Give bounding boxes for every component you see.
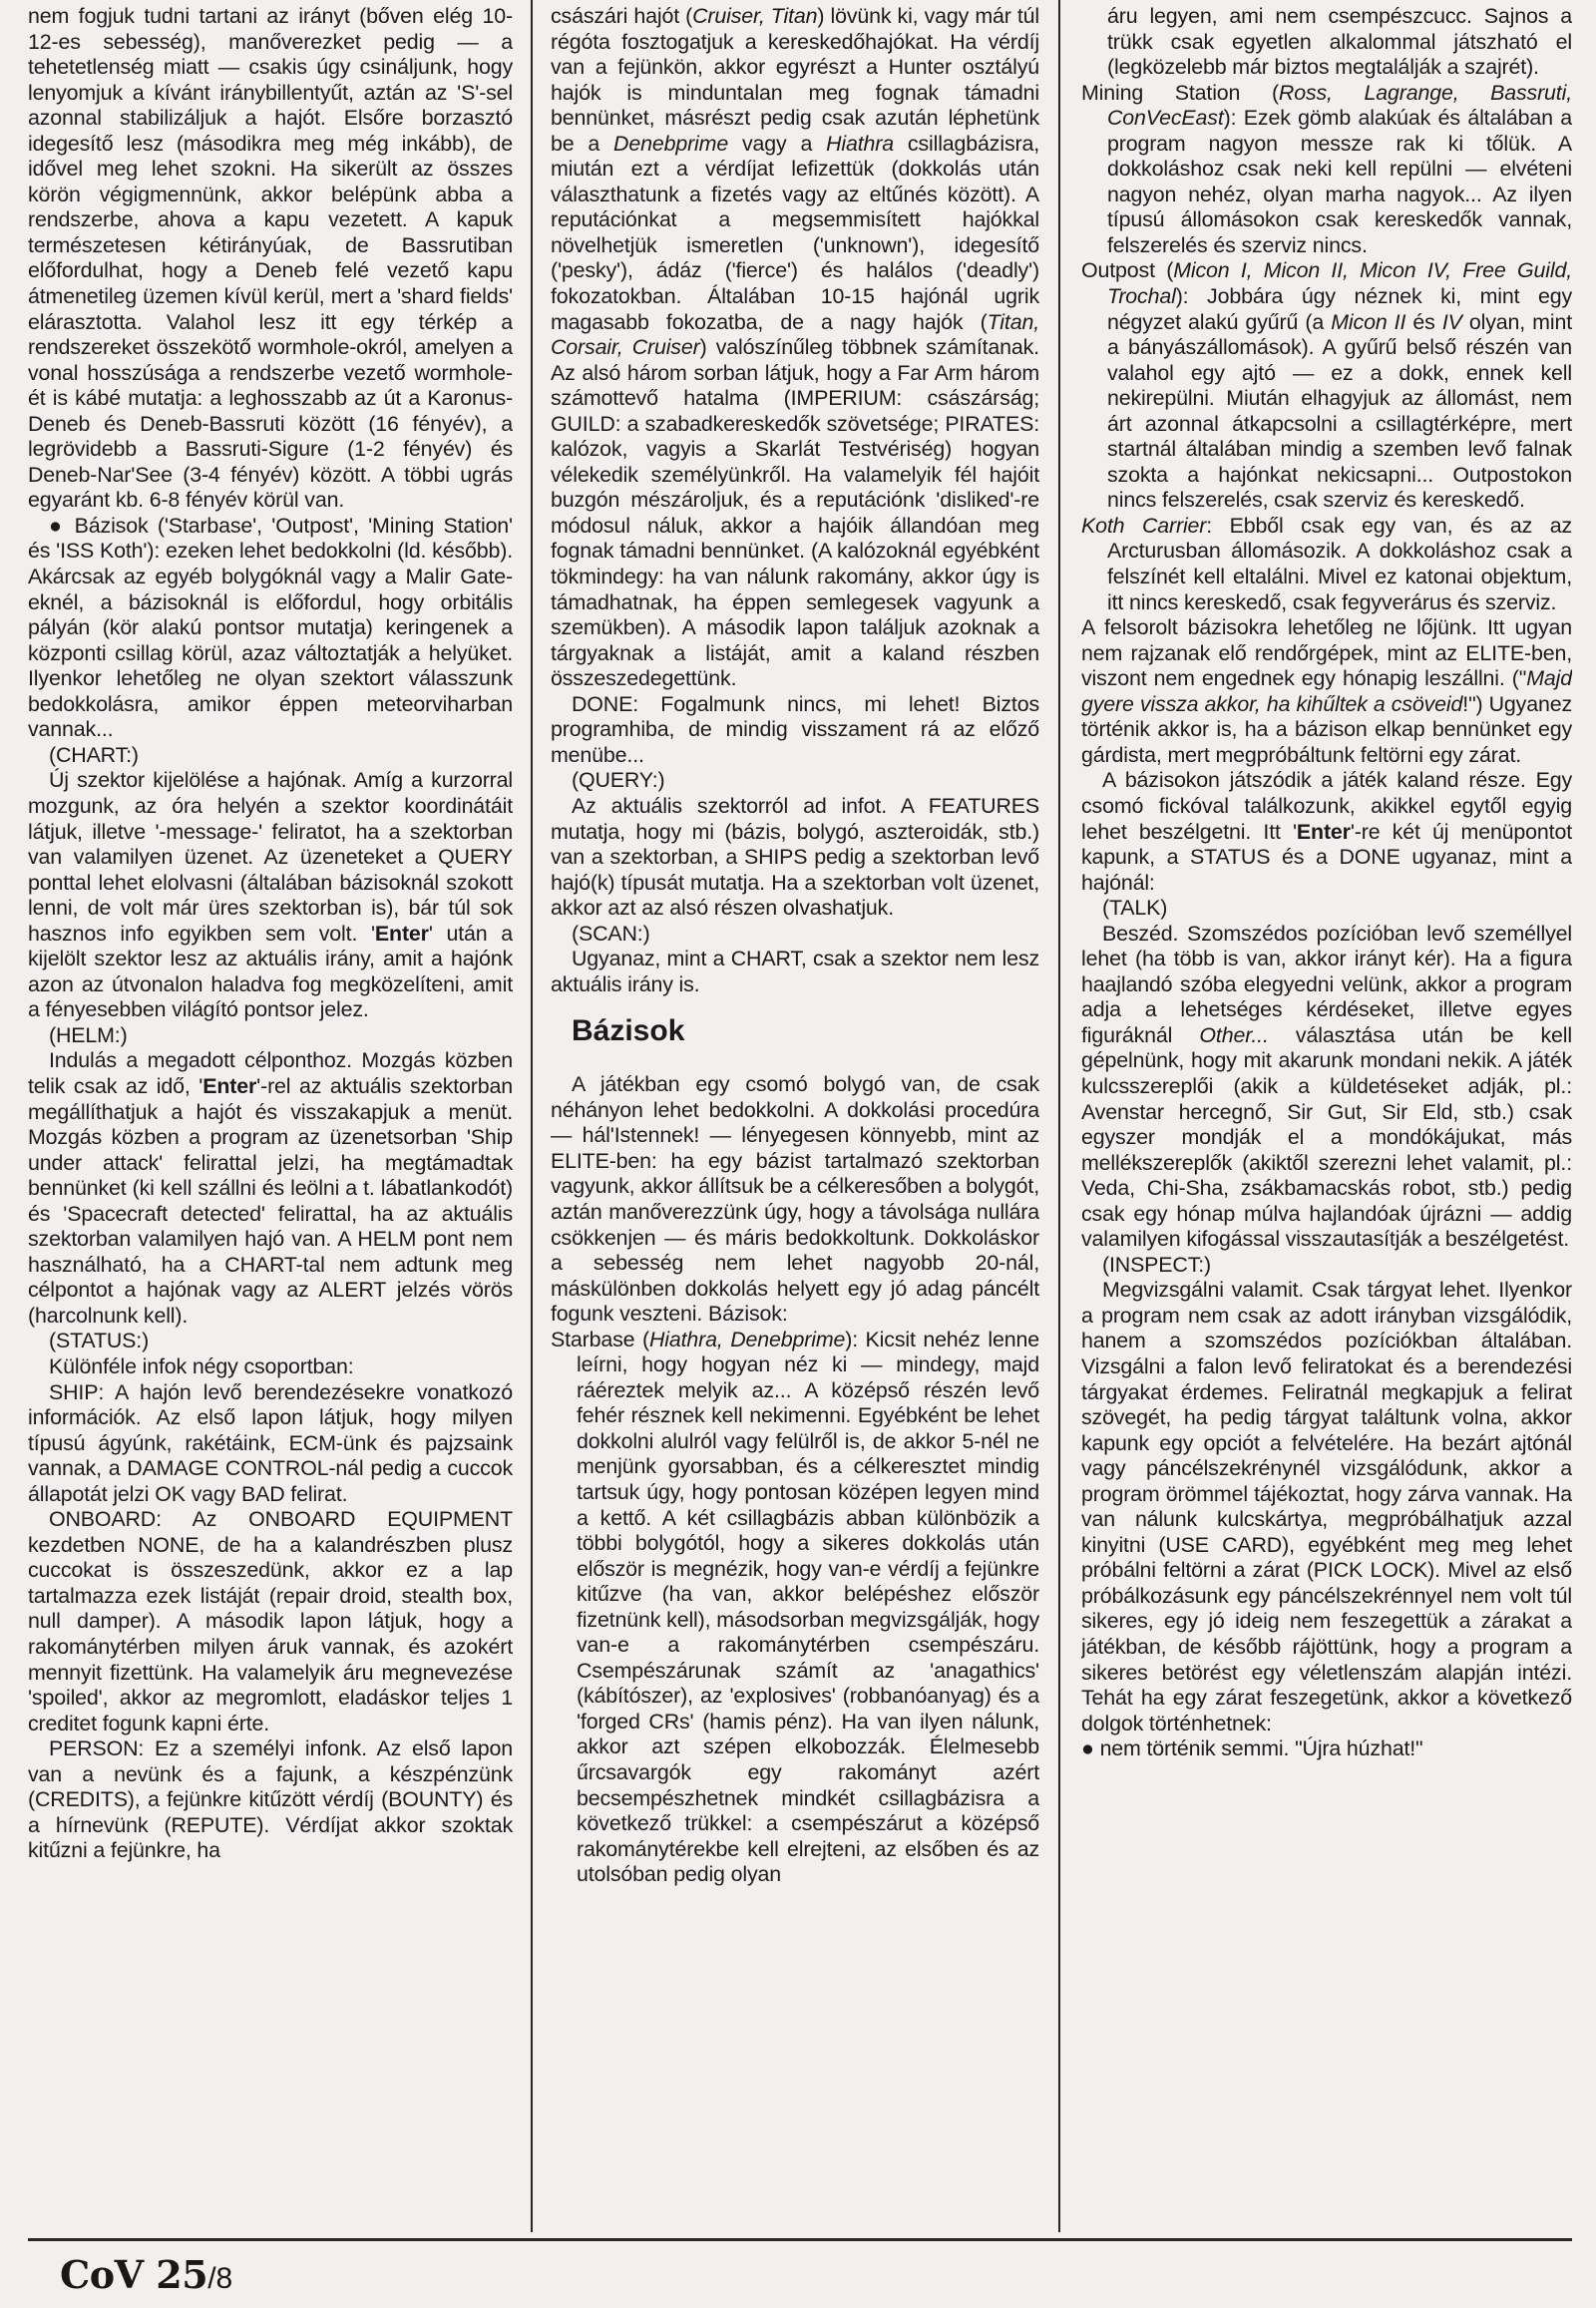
paragraph (28, 743, 513, 769)
bold-text: Enter (374, 921, 429, 946)
column-right (1081, 4, 1572, 2234)
page-footer (60, 2252, 232, 2296)
paragraph (551, 1072, 1039, 1327)
paragraph (551, 692, 1039, 769)
text-run: A felsorolt bázisokra lehetőleg ne lőjünk. Itt ugyan nem rajzanak elő rendőrgépek, mint az ELITE-ben, viszont nem engednek egy hónapig leszállni. (" (1081, 615, 1572, 691)
paragraph (28, 1507, 513, 1736)
text-run: Starbase ( (551, 1327, 649, 1351)
text-run: Indulás a megadott célponthoz. Mozgás közben telik csak az idő, ' (28, 1048, 513, 1098)
paragraph (551, 794, 1039, 922)
text-run: Különféle infok négy csoportban: (49, 1353, 354, 1378)
text-run: ): Jobbára úgy néznek ki, mint egy négyzet alakú gyűrű (a (1107, 284, 1572, 334)
text-run: áru legyen, ami nem csempészcucc. Sajnos a trükk csak egyetlen alkalommal játszható el (legközelebb már biztos megtalálják a szajrét). (1107, 4, 1572, 80)
paragraph (28, 4, 513, 514)
italic-text: Denebprime (613, 131, 729, 156)
italic-text: Other... (1199, 1022, 1269, 1047)
text-run: DONE: Fogalmunk nincs, mi lehet! Biztos programhiba, de mindig visszament rá az előző menübe... (551, 691, 1039, 767)
text-run: nem fogjuk tudni tartani az irányt (bőven elég 10-12-es sebesség), manőverezket pedig — a tehetetlenség miatt — csakis úgy csináljunk, hogy lenyomjuk a kívánt iránybillentyűt, aztán az 'S'-sel azonnal stabilizáljuk a hajót. Elsőre borzasztó idegesítő lesz (másodikra meg még inkább), de idővel meg lehet szokni. Ha sikerült az összes körön végigmennünk, akkor belépünk abba a rendszerbe, ahova a kapu vezetett. A kapuk természetesen kétirányúak, de Bassrutiban előfordulhat, hogy a Deneb felé vezető kapu átmenetileg üzemen kívül kerül, mert a 'shard fields' elárasztotta. Valahol lesz itt egy térkép a rendszereket összekötő wormhole-okról, amelyen a vonal hosszúsága a rendszerbe vezető wormhole-ét is kábé mutatja: a leghosszabb az út a Karonus-Deneb és Deneb-Bassruti között (16 fényév), a legrövidebb a Bassruti-Sigure (1-2 fényév) és Deneb-Nar'See (3-4 fényév) között. A többi ugrás egyaránt kb. 6-8 fényév körül van. (28, 4, 513, 513)
text-run: csillagbázisra, miután ezt a vérdíjat lefizettük (dokkolás után választhatunk a fizetés vagy az eltűnés között). A reputációnkat a megsemmisített hajókkal növelhetjük ismeretlen ('unknown'), idegesítő ('pesky'), ádáz ('fierce') és halálos ('deadly') fokozatokban. Általában 10-15 hajónál ugrik magasabb fokozatba, de a nagy hajók ( (551, 131, 1039, 334)
paragraph (28, 514, 513, 743)
text-run: '-rel az aktuális szektorban megállíthatjuk a hajót és visszakapjuk a menüt. Mozgás közben a program az üzenetsorban 'Ship under attack' felirattal jelzi, ha megtámadtak bennünket (ki kell szállni és leölni a t. lábatlankodót) és 'Spacecraft detected' felirattal, ha az aktuális szektorban valamilyen hajó van. A HELM pont nem használható, ha a CHART-tal nem adtunk meg célpontot a hajónak vagy az ALERT jelzés vörös (harcolnunk kell). (28, 1073, 513, 1328)
paragraph (1081, 1278, 1572, 1736)
italic-text: Cruiser, Titan (692, 4, 818, 28)
text-run: (SCAN:) (572, 921, 650, 946)
paragraph (1081, 896, 1572, 922)
text-run: A játékban egy csomó bolygó van, de csak néhányon lehet bedokkolni. A dokkolási procedúra — hál'Istennek! — lényegesen könnyebb, mint az ELITE-ben: ha egy bázist tartalmazó szektorban vagyunk, akkor állítsuk be a célkeresőben a bolygót, aztán manőverezzünk úgy, hogy a távolsága nullára csökkenjen — és máris bedokkoltunk. Dokkoláskor a sebesség nem lehet nagyobb 20-nál, máskülönben dokkolás helyett egy jó adag páncélt fogunk veszteni. Bázisok: (551, 1072, 1039, 1327)
text-run: Megvizsgálni valamit. Csak tárgyat lehet. Ilyenkor a program nem csak az adott irányban vizsgálódik, hanem a szomszédos pozíciókban általában. Vizsgálni a falon levő feliratokat és a berendezési tárgyakat érdemes. Feliratnál megkapjuk a felirat szövegét, ha pedig tárgyat találtunk volna, akkor kapunk egy opciót a felvételére. Ha bezárt ajtónál vagy páncélszekrénynél vizsgálódunk, akkor a program örömmel tájékoztat, hogy zárva vannak. Ha van nálunk kulcskártya, megpróbálhatjuk azzal kinyitni (USE CARD), egyébként meg meg lehet próbálni feltörni a zárat (PICK LOCK). Mivel az első próbálkozásunk egy páncélszekrénnyel nem volt túl sikeres, egy jó ideig nem feszegettük a zárakat a játékban, de később rájöttünk, hogy a program a sikeres betörést egy véletlenszám alapján intézi. Tehát ha egy zárat feszegetünk, akkor a következő dolgok történhetnek: (1081, 1278, 1572, 1735)
paragraph (28, 1329, 513, 1354)
base-entry (1081, 514, 1572, 615)
base-entry (1081, 258, 1572, 513)
page-number: /8 (207, 2262, 233, 2295)
italic-text: IV (1441, 309, 1462, 334)
text-run: ) lövünk ki, vagy már túl régóta fosztogatjuk a kereskedőhajókat. Ha vérdíj van a fejünkön, akkor egyrészt a Hunter osztályú hajók is minduntalan meg fognak támadni bennünket, másrészt pedig csak azután léphetünk be a (551, 4, 1039, 156)
italic-text: Majd gyere vissza akkor, ha kihűltek a csöveid (1081, 666, 1572, 716)
italic-text: Hiathra, Denebprime (648, 1327, 846, 1351)
italic-text: Koth Carrier (1081, 513, 1207, 538)
text-run: Beszéd. Szomszédos pozícióban levő személlyel lehet (ha több is van, akkor irányt kér). Ha a figura haajlandó szóba elegyedni velünk, akkor a program adja a lehetséges kérdéseket, illetve egyes figuráknál (1081, 921, 1572, 1047)
magazine-logo: CoV 25 (60, 2252, 208, 2297)
italic-text: Micon I, Micon II, Micon IV, Free Guild, Trochal (1107, 258, 1572, 309)
paragraph (551, 768, 1039, 794)
paragraph (28, 1354, 513, 1380)
text-run: PERSON: Ez a személyi infonk. Az első lapon van a nevünk és a fajunk, a készpénzünk (CREDITS), a fejünkre kitűzött vérdíj (BOUNTY) és a hírnevünk (REPUTE). Vérdíjat akkor szoktak kitűzni a fejünkre, ha (28, 1736, 513, 1863)
text-run: választása után be kell gépelnünk, hogy mit akarunk mondani nekik. A játék kulcsszereplői (akik a küldetéseket adják, pl.: Avenstar hercegnő, Sir Gut, Sir Eld, stb.) csak egyszer mondják el a mondókájukat, más mellékszereplők (akiktől szerezni lehet valamit, pl.: Veda, Chi-Sha, zsákbamacskás robot, stb.) pedig csak egy hónap múlva hajlandóak újrázni — addig valamilyen kifogással visszautasítják a beszélgetést. (1081, 1022, 1572, 1252)
footer-rule (28, 2238, 1572, 2241)
paragraph (1081, 1736, 1572, 1762)
text-run: ONBOARD: Az ONBOARD EQUIPMENT kezdetben NONE, de ha a kalandrészben plusz cuccokat is összeszedünk, akkor ez a lap tartalmazza ezek listáját (repair droid, stealth box, null damper). A második lapon látjuk, hogy a rakománytérben milyen áruk vannak, és azokért mennyit fizettünk. Ha valamelyik áru megnevezése 'spoiled', akkor az megromlott, eladáskor teljes 1 creditet fogunk kapni érte. (28, 1507, 513, 1735)
base-entry (551, 1328, 1039, 1888)
text-run: Új szektor kijelölése a hajónak. Amíg a kurzorral mozgunk, az óra helyén a szektor koordinátáit látjuk, illetve '-message-' feliratot, ha a szektorban van valamilyen üzenet. Az üzeneteket a QUERY ponttal lehet elolvasni (általában bázisoknál szokott lenni, de volt már üres szektorban is), bár túl sok hasznos info egyikben sem volt. ' (28, 768, 513, 946)
paragraph (1081, 615, 1572, 768)
paragraph (28, 1380, 513, 1508)
paragraph (551, 4, 1039, 692)
text-run: : Ebből csak egy van, és az az Arcturusban állomásozik. A dokkoláshoz csak a felszínét kell eltalálni. Mivel ez katonai objektum, itt nincs kereskedő, csak fegyverárus és szerviz. (1107, 513, 1572, 614)
section-heading (551, 1015, 1039, 1047)
text-run: Outpost ( (1081, 258, 1174, 283)
text-run: (INSPECT:) (1102, 1252, 1212, 1277)
text-run: olyan, mint a bányászállomások). A gyűrű belső részén van valahol egy ajtó — ez a dokk, ennek kell nekirepülni. Miután elhagyjuk az állomást, nem árt azonnal átkapcsolni a csillagtérképre, mert startnál általában mindig a szemben levő falnak szokta a hajónkat nekicsapni... Outpostokon nincs felszerelés, csak szerviz és kereskedő. (1107, 309, 1572, 513)
bold-text: Enter (202, 1073, 257, 1098)
text-run: (QUERY:) (572, 768, 665, 793)
text-run: '-re két új menüpontot kapunk, a STATUS és a DONE ugyanaz, mint a hajónál: (1081, 819, 1572, 895)
paragraph (551, 922, 1039, 948)
text-run: Ugyanaz, mint a CHART, csak a szektor nem lesz aktuális irány is. (551, 947, 1039, 996)
text-run: Mining Station ( (1081, 80, 1279, 105)
paragraph (1081, 922, 1572, 1253)
text-run: SHIP: A hajón levő berendezésekre vonatkozó információk. Az első lapon látjuk, hogy milyen típusú ágyúnk, rakétáink, ECM-ünk és pajzsaink vannak, a DAMAGE CONTROL-nál pedig a cuccok állapotát jelzi OK vagy BAD felirat. (28, 1379, 513, 1506)
italic-text: Micon II (1331, 309, 1406, 334)
paragraph (28, 768, 513, 1022)
text-run: (STATUS:) (49, 1329, 150, 1353)
paragraph (1081, 768, 1572, 896)
text-run: ' után a kijelölt szektor lesz az aktuális irány, amit a hajónk azon az útvonalon haladva fog megközelíteni, amit a fényesebben világító pontsor jelez. (28, 921, 513, 1022)
bold-text: Enter (1296, 819, 1351, 844)
paragraph (28, 1023, 513, 1049)
paragraph (551, 947, 1039, 997)
column-divider (531, 0, 533, 2232)
text-run: (TALK) (1102, 896, 1168, 921)
column-left (28, 4, 513, 2234)
italic-text: Ross, Lagrange, Bassruti, ConVecEast (1107, 80, 1572, 131)
paragraph (1081, 1253, 1572, 1279)
text-run: Bázisok (572, 1014, 685, 1048)
text-run: ● Bázisok ('Starbase', 'Outpost', 'Mining Station' és 'ISS Koth'): ezeken lehet bedokkolni (ld. később). Akárcsak az egyéb bolygóknál vagy a Malir Gate-eknél, a bázisoknál is előfordul, hogy orbitális pályán (kör alakú pontsor mutatja) keringenek a központi csillag körül, azaz változtatják a helyüket. Ilyenkor lehetőleg ne olyan szektort válasszunk bedokkolásra, amikor éppen meteorviharban vannak... (28, 513, 513, 742)
text-run: (CHART:) (49, 742, 139, 767)
text-run: ): Kicsit nehéz lenne leírni, hogy hogyan néz ki — mindegy, majd ráéreztek melyik az... A középső részén levő fehér résznek kell nekimenni. Egyébként be lehet dokkolni alulról vagy felülről is, de akkor 5-nél ne menjünk gyorsabban, és a célkeresztet mindig tartsuk úgy, hogy pontosan középen legyen mind a kettő. A két csillagbázis abban különbözik a többi bolygótól, hogy a sikeres dokkolás után először is megnézik, hogy van-e vérdíj a fejünkre kitűzve (ha van, akkor belépéshez először fizetnünk kell), másodsorban megvizsgálják, hogy van-e a rakománytérben csempészáru. Csempészárunak számít az 'anagathics' (kábítószer), az 'explosives' (robbanóanyag) és a 'forged CRs' (hamis pénz). Ha van ilyen nálunk, akkor azt szépen elkobozzák. Élelmesebb űrcsavargók egy rakományt azért becsempészhetnek mindkét csillagbázisra a következő trükkel: a csempészárut a középső rakománytérekbe kell elrejteni, az elsőben és az utolsóban pedig olyan (577, 1327, 1039, 1887)
column-middle (551, 4, 1039, 2234)
text-run: ● nem történik semmi. "Újra húzhat!" (1081, 1736, 1423, 1761)
column-divider (1058, 0, 1060, 2232)
paragraph (28, 1048, 513, 1329)
italic-text: Titan, Corsair, Cruiser (551, 309, 1039, 360)
text-run: !") Ugyanez történik akkor is, ha a bázison elkap bennünket egy gárdista, mert megpróbáltunk feltörni egy zárat. (1081, 691, 1572, 767)
text-run: ) valószínűleg többnek számítanak. Az alsó három sorban látjuk, hogy a Far Arm három számottevő hatalma (IMPERIUM: császárság; GUILD: a szabadkereskedők szövetsége; PIRATES: kalózok, vagyis a Skarlát Testvériség) hogyan vélekedik személyünkről. Ha valamelyik fél hajóit buzgón mészároljuk, és a reputációnk 'disliked'-re módosul náluk, akkor a hajóik állandóan meg fognak támadni bennünket. (A kalózoknál egyébként tökmindegy: ha van nálunk rakomány, akkor úgy is támadhatnak, ha éppen semlegesek vagyunk a szemükben). A második lapon találjuk azoknak a tárgyaknak a listáját, amit a kaland részben összeszedegettünk. (551, 335, 1039, 691)
text-run: (HELM:) (49, 1022, 128, 1047)
paragraph (28, 1736, 513, 1864)
text-run: Az aktuális szektorról ad infot. A FEATURES mutatja, hogy mi (bázis, bolygó, aszteroidák, stb.) van a szektorban, a SHIPS pedig a szektorban levő hajó(k) típusát mutatja. Ha a szektorban volt üzenet, akkor azt az alsó részen olvashatjuk. (551, 793, 1039, 921)
base-entry (1081, 81, 1572, 259)
text-run: és (1405, 309, 1442, 334)
italic-text: Hiathra (826, 131, 895, 156)
text-run: ): Ezek gömb alakúak és általában a program nagyon messze rak ki tőlük. A dokkoláshoz csak neki kell repülni — elvéteni nagyon nehéz, olyan marha nagyok... Az ilyen típusú állomásokon csak kereskedők vannak, felszerelés és szerviz nincs. (1107, 106, 1572, 257)
text-run: vagy a (728, 131, 827, 156)
text-run: császári hajót ( (551, 4, 693, 28)
text-run: A bázisokon játszódik a játék kaland része. Egy csomó fickóval találkozunk, akikkel egytől egyig lehet beszélgetni. Itt ' (1081, 768, 1572, 844)
paragraph (1081, 4, 1572, 81)
